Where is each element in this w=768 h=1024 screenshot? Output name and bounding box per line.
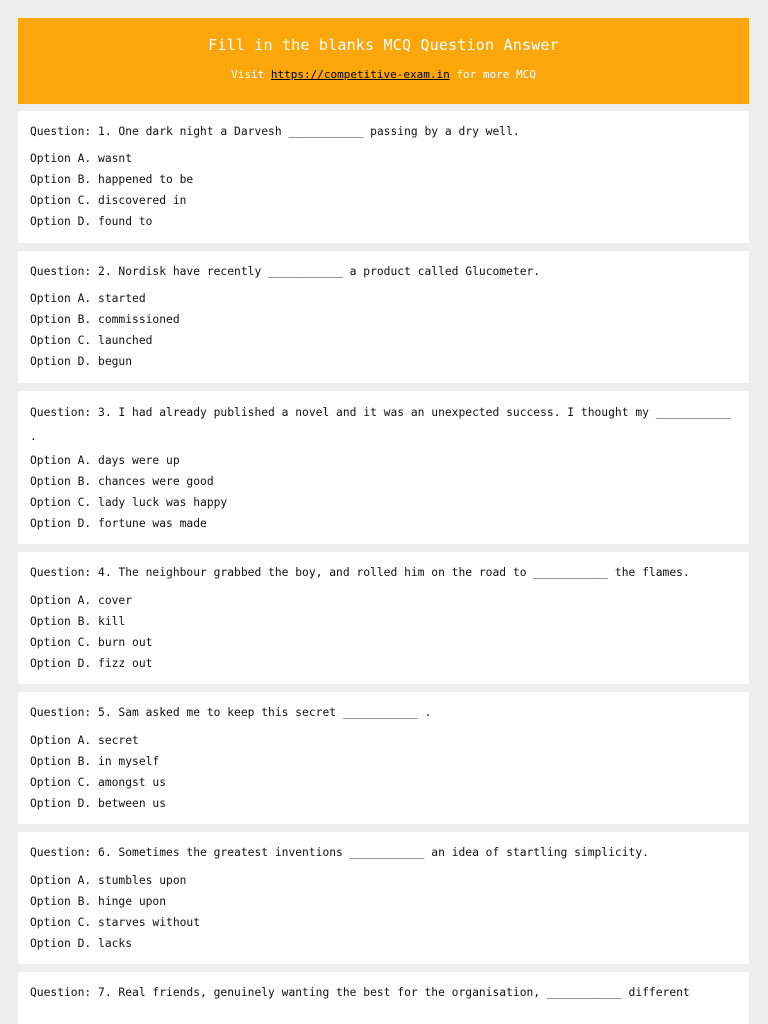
option-c[interactable]: Option C. amongst us — [30, 776, 167, 789]
option-d[interactable]: Option D. fizz out — [30, 657, 153, 670]
option-b[interactable]: Option B. happened to be — [30, 173, 194, 186]
question-card — [18, 251, 749, 383]
option-a[interactable]: Option A. days were up — [30, 454, 180, 467]
question-text: Question: 4. The neighbour grabbed the boy, and rolled him on the road to ___________ the flames. — [30, 566, 690, 579]
question-text: Question: 2. Nordisk have recently ___________ a product called Glucometer. — [30, 265, 541, 278]
page-title: Fill in the blanks MCQ Question Answer — [208, 36, 559, 54]
option-c[interactable]: Option C. starves without — [30, 916, 201, 929]
option-d[interactable]: Option D. begun — [30, 355, 133, 368]
option-a[interactable]: Option A. started — [30, 292, 146, 305]
option-c[interactable]: Option C. burn out — [30, 636, 153, 649]
visit-suffix: for more MCQ — [449, 68, 536, 81]
question-card — [18, 552, 749, 684]
option-b[interactable]: Option B. chances were good — [30, 475, 214, 488]
option-a[interactable]: Option A. stumbles upon — [30, 874, 187, 887]
question-text: Question: 6. Sometimes the greatest inventions ___________ an idea of startling simplicity. — [30, 846, 649, 859]
option-b[interactable]: Option B. kill — [30, 615, 126, 628]
site-link[interactable]: https://competitive-exam.in — [270, 68, 450, 81]
option-d[interactable]: Option D. lacks — [30, 937, 133, 950]
question-card — [18, 692, 749, 824]
question-card — [18, 972, 749, 1024]
option-d[interactable]: Option D. found to — [30, 215, 153, 228]
option-b[interactable]: Option B. in myself — [30, 755, 160, 768]
option-c[interactable]: Option C. launched — [30, 334, 153, 347]
page-header — [18, 18, 749, 104]
question-card — [18, 391, 749, 544]
question-text: Question: 5. Sam asked me to keep this secret ___________ . — [30, 706, 432, 719]
question-text: Question: 7. Real friends, genuinely wanting the best for the organisation, ___________ different — [30, 986, 690, 999]
question-text: Question: 1. One dark night a Darvesh ___________ passing by a dry well. — [30, 125, 520, 138]
header-subtitle — [18, 68, 749, 82]
option-a[interactable]: Option A. secret — [30, 734, 139, 747]
option-c[interactable]: Option C. lady luck was happy — [30, 496, 228, 509]
question-text: Question: 3. I had already published a novel and it was an unexpected success. I thought my ___________ . — [30, 406, 738, 443]
question-card — [18, 832, 749, 964]
option-a[interactable]: Option A. cover — [30, 594, 133, 607]
option-d[interactable]: Option D. between us — [30, 797, 167, 810]
visit-prefix: Visit — [231, 68, 271, 81]
option-a[interactable]: Option A. wasnt — [30, 152, 133, 165]
question-card — [18, 111, 749, 243]
option-d[interactable]: Option D. fortune was made — [30, 517, 207, 530]
option-b[interactable]: Option B. commissioned — [30, 313, 180, 326]
option-b[interactable]: Option B. hinge upon — [30, 895, 167, 908]
option-c[interactable]: Option C. discovered in — [30, 194, 187, 207]
